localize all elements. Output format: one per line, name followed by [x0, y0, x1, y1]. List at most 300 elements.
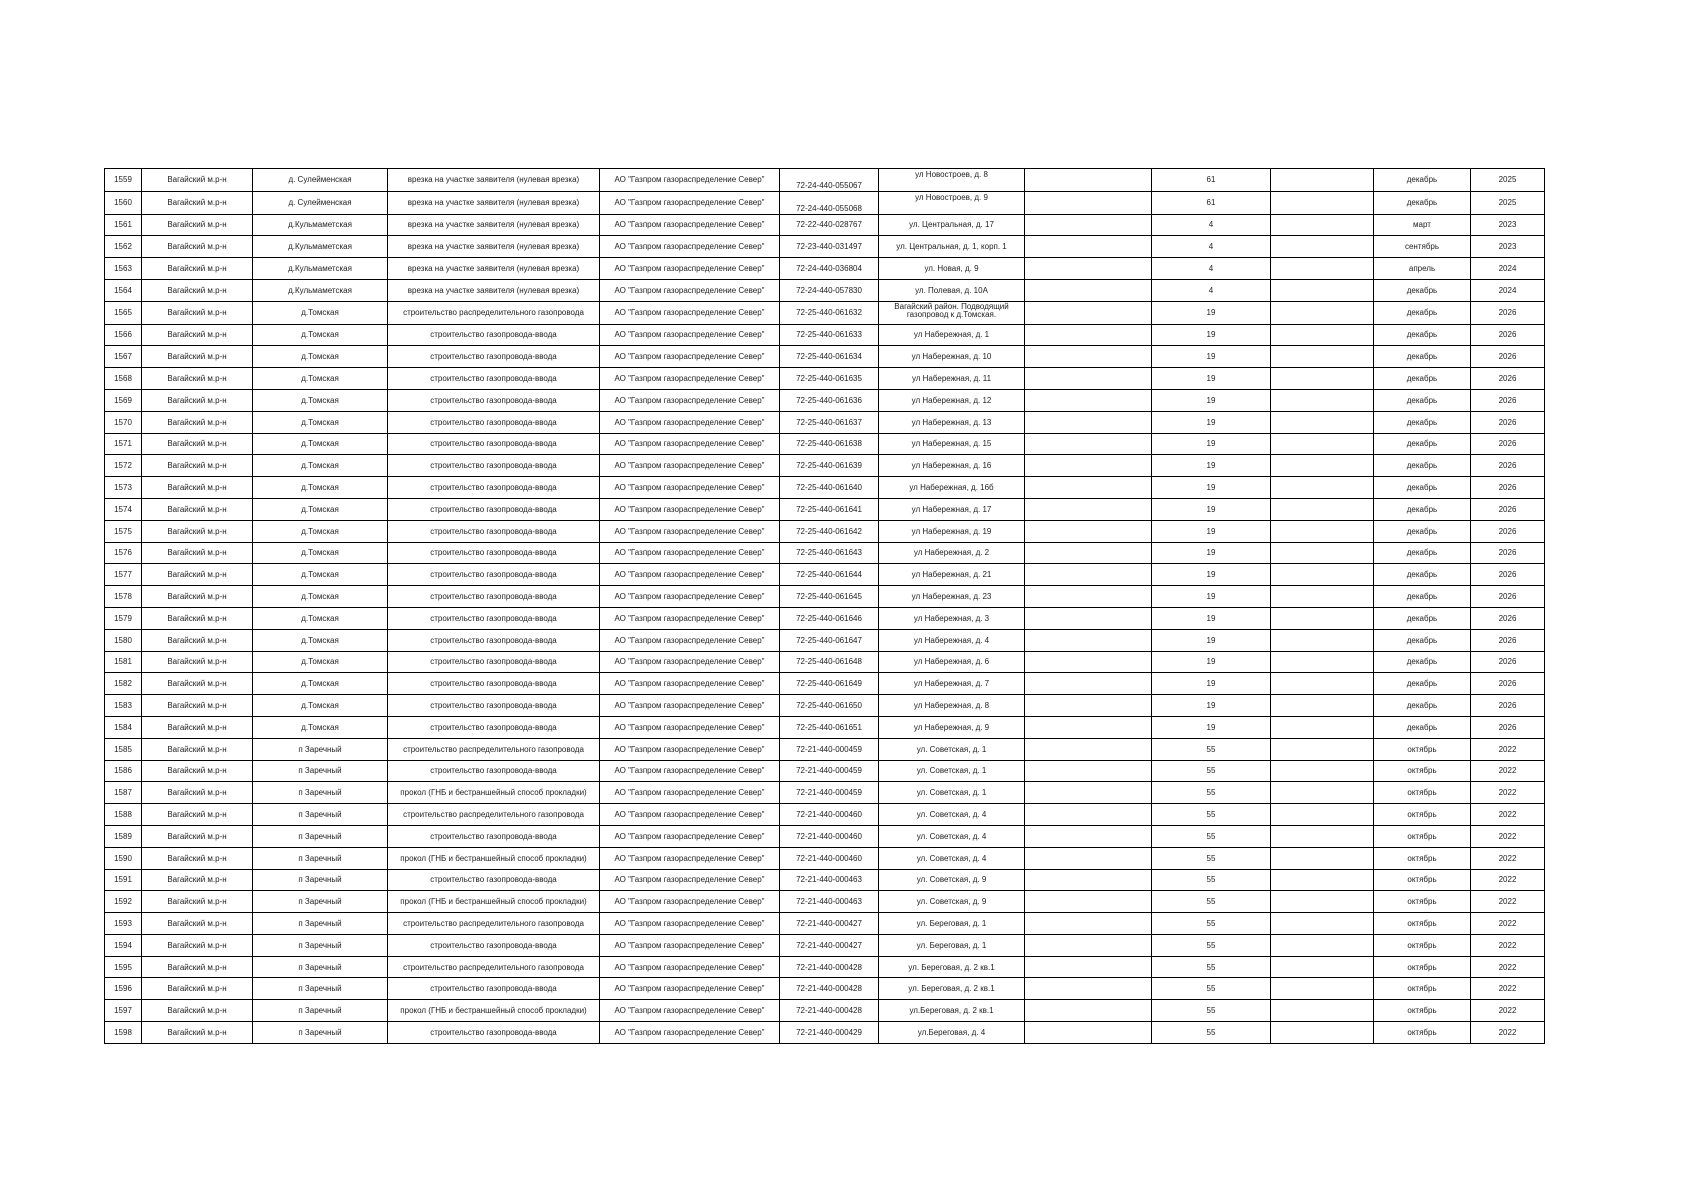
cell-application-number: 72-25-440-061638	[780, 433, 879, 455]
cell-empty-a	[1025, 564, 1152, 586]
cell-address: ул Набережная, д. 8	[879, 695, 1025, 717]
table-row	[105, 411, 1545, 433]
cell-application-number: 72-21-440-000428	[780, 956, 879, 978]
cell-empty-b	[1271, 869, 1374, 891]
cell-district: Вагайский м.р-н	[142, 869, 253, 891]
cell-empty-a	[1025, 236, 1152, 258]
cell-row-number: 1567	[105, 346, 142, 368]
cell-settlement: д.Томская	[253, 651, 388, 673]
cell-quantity: 19	[1152, 324, 1271, 346]
cell-work-type: строительство газопровода-ввода	[388, 368, 600, 390]
cell-address: ул Набережная, д. 16б	[879, 477, 1025, 499]
cell-empty-b	[1271, 934, 1374, 956]
cell-empty-b	[1271, 564, 1374, 586]
table-row	[105, 169, 1545, 192]
cell-address: ул Набережная, д. 9	[879, 716, 1025, 738]
cell-work-type: врезка на участке заявителя (нулевая врезка)	[388, 236, 600, 258]
table-row	[105, 258, 1545, 280]
cell-organization: АО "Газпром газораспределение Север"	[600, 455, 780, 477]
cell-organization: АО "Газпром газораспределение Север"	[600, 324, 780, 346]
cell-organization: АО "Газпром газораспределение Север"	[600, 651, 780, 673]
cell-row-number: 1586	[105, 760, 142, 782]
cell-month: октябрь	[1374, 913, 1471, 935]
cell-address: ул. Береговая, д. 2 кв.1	[879, 956, 1025, 978]
table-row	[105, 673, 1545, 695]
cell-application-number: 72-25-440-061635	[780, 368, 879, 390]
cell-empty-a	[1025, 324, 1152, 346]
cell-application-number: 72-24-440-055067	[780, 169, 879, 192]
cell-empty-b	[1271, 913, 1374, 935]
table-row	[105, 934, 1545, 956]
table-row	[105, 651, 1545, 673]
cell-year: 2026	[1471, 498, 1545, 520]
table-row	[105, 477, 1545, 499]
cell-settlement: п Заречный	[253, 847, 388, 869]
cell-quantity: 19	[1152, 607, 1271, 629]
cell-row-number: 1580	[105, 629, 142, 651]
cell-quantity: 19	[1152, 716, 1271, 738]
cell-month: октябрь	[1374, 847, 1471, 869]
cell-month: декабрь	[1374, 651, 1471, 673]
cell-quantity: 55	[1152, 847, 1271, 869]
cell-empty-a	[1025, 869, 1152, 891]
cell-month: октябрь	[1374, 978, 1471, 1000]
table-row	[105, 804, 1545, 826]
cell-quantity: 19	[1152, 301, 1271, 324]
cell-quantity: 19	[1152, 629, 1271, 651]
cell-application-number: 72-25-440-061645	[780, 586, 879, 608]
cell-organization: АО "Газпром газораспределение Север"	[600, 279, 780, 301]
table-row	[105, 433, 1545, 455]
cell-row-number: 1581	[105, 651, 142, 673]
cell-empty-a	[1025, 804, 1152, 826]
cell-year: 2026	[1471, 368, 1545, 390]
cell-month: декабрь	[1374, 191, 1471, 214]
cell-quantity: 19	[1152, 477, 1271, 499]
cell-settlement: д.Кульмаметская	[253, 214, 388, 236]
cell-district: Вагайский м.р-н	[142, 651, 253, 673]
cell-work-type: врезка на участке заявителя (нулевая врезка)	[388, 279, 600, 301]
cell-year: 2022	[1471, 891, 1545, 913]
cell-quantity: 19	[1152, 389, 1271, 411]
cell-row-number: 1589	[105, 825, 142, 847]
table-row	[105, 389, 1545, 411]
cell-organization: АО "Газпром газораспределение Север"	[600, 1022, 780, 1044]
cell-month: декабрь	[1374, 411, 1471, 433]
cell-year: 2026	[1471, 695, 1545, 717]
cell-row-number: 1571	[105, 433, 142, 455]
cell-address: ул. Новая, д. 9	[879, 258, 1025, 280]
cell-year: 2026	[1471, 542, 1545, 564]
cell-empty-b	[1271, 368, 1374, 390]
cell-year: 2026	[1471, 651, 1545, 673]
cell-application-number: 72-21-440-000459	[780, 738, 879, 760]
cell-empty-b	[1271, 804, 1374, 826]
cell-empty-b	[1271, 520, 1374, 542]
cell-empty-b	[1271, 1000, 1374, 1022]
cell-year: 2024	[1471, 279, 1545, 301]
cell-month: декабрь	[1374, 433, 1471, 455]
cell-row-number: 1562	[105, 236, 142, 258]
cell-settlement: п Заречный	[253, 934, 388, 956]
cell-address: ул. Советская, д. 1	[879, 760, 1025, 782]
cell-district: Вагайский м.р-н	[142, 738, 253, 760]
cell-settlement: п Заречный	[253, 956, 388, 978]
table-row	[105, 191, 1545, 214]
cell-quantity: 19	[1152, 542, 1271, 564]
cell-empty-a	[1025, 455, 1152, 477]
cell-year: 2022	[1471, 869, 1545, 891]
cell-empty-b	[1271, 389, 1374, 411]
cell-application-number: 72-25-440-061640	[780, 477, 879, 499]
cell-empty-b	[1271, 673, 1374, 695]
cell-empty-a	[1025, 279, 1152, 301]
cell-empty-b	[1271, 586, 1374, 608]
cell-application-number: 72-24-440-057830	[780, 279, 879, 301]
cell-district: Вагайский м.р-н	[142, 673, 253, 695]
cell-address: ул Набережная, д. 13	[879, 411, 1025, 433]
cell-empty-b	[1271, 847, 1374, 869]
cell-application-number: 72-25-440-061633	[780, 324, 879, 346]
cell-row-number: 1570	[105, 411, 142, 433]
cell-empty-b	[1271, 279, 1374, 301]
cell-year: 2022	[1471, 913, 1545, 935]
cell-empty-b	[1271, 542, 1374, 564]
cell-district: Вагайский м.р-н	[142, 346, 253, 368]
cell-settlement: п Заречный	[253, 1022, 388, 1044]
cell-district: Вагайский м.р-н	[142, 258, 253, 280]
cell-organization: АО "Газпром газораспределение Север"	[600, 738, 780, 760]
cell-district: Вагайский м.р-н	[142, 236, 253, 258]
table-row	[105, 629, 1545, 651]
cell-address: ул Набережная, д. 10	[879, 346, 1025, 368]
cell-empty-a	[1025, 258, 1152, 280]
cell-row-number: 1594	[105, 934, 142, 956]
cell-settlement: д.Томская	[253, 520, 388, 542]
cell-year: 2022	[1471, 738, 1545, 760]
cell-row-number: 1585	[105, 738, 142, 760]
cell-year: 2026	[1471, 411, 1545, 433]
cell-month: декабрь	[1374, 695, 1471, 717]
cell-district: Вагайский м.р-н	[142, 542, 253, 564]
cell-application-number: 72-21-440-000459	[780, 782, 879, 804]
cell-settlement: п Заречный	[253, 760, 388, 782]
cell-quantity: 19	[1152, 586, 1271, 608]
table-row	[105, 279, 1545, 301]
cell-empty-b	[1271, 169, 1374, 192]
cell-quantity: 55	[1152, 891, 1271, 913]
cell-address: ул Набережная, д. 4	[879, 629, 1025, 651]
cell-settlement: д.Томская	[253, 389, 388, 411]
cell-application-number: 72-21-440-000460	[780, 804, 879, 826]
cell-row-number: 1579	[105, 607, 142, 629]
cell-work-type: строительство газопровода-ввода	[388, 498, 600, 520]
cell-address: ул Набережная, д. 12	[879, 389, 1025, 411]
table-row	[105, 520, 1545, 542]
cell-organization: АО "Газпром газораспределение Север"	[600, 389, 780, 411]
cell-application-number: 72-25-440-061636	[780, 389, 879, 411]
cell-row-number: 1577	[105, 564, 142, 586]
cell-settlement: д.Томская	[253, 498, 388, 520]
cell-quantity: 55	[1152, 956, 1271, 978]
cell-quantity: 55	[1152, 738, 1271, 760]
cell-quantity: 4	[1152, 214, 1271, 236]
cell-settlement: п Заречный	[253, 804, 388, 826]
cell-application-number: 72-25-440-061639	[780, 455, 879, 477]
cell-application-number: 72-25-440-061634	[780, 346, 879, 368]
cell-organization: АО "Газпром газораспределение Север"	[600, 520, 780, 542]
cell-empty-a	[1025, 477, 1152, 499]
table-row	[105, 455, 1545, 477]
cell-empty-a	[1025, 389, 1152, 411]
cell-month: декабрь	[1374, 169, 1471, 192]
cell-organization: АО "Газпром газораспределение Север"	[600, 760, 780, 782]
table-row	[105, 301, 1545, 324]
cell-empty-b	[1271, 629, 1374, 651]
cell-year: 2022	[1471, 825, 1545, 847]
cell-empty-a	[1025, 978, 1152, 1000]
cell-work-type: строительство газопровода-ввода	[388, 433, 600, 455]
cell-month: декабрь	[1374, 324, 1471, 346]
cell-row-number: 1590	[105, 847, 142, 869]
cell-organization: АО "Газпром газораспределение Север"	[600, 169, 780, 192]
cell-district: Вагайский м.р-н	[142, 695, 253, 717]
cell-settlement: д. Сулейменская	[253, 169, 388, 192]
table-row	[105, 607, 1545, 629]
cell-empty-b	[1271, 346, 1374, 368]
cell-empty-a	[1025, 191, 1152, 214]
cell-empty-a	[1025, 542, 1152, 564]
cell-organization: АО "Газпром газораспределение Север"	[600, 346, 780, 368]
cell-application-number: 72-22-440-028767	[780, 214, 879, 236]
table-row	[105, 564, 1545, 586]
cell-month: декабрь	[1374, 279, 1471, 301]
cell-work-type: прокол (ГНБ и бестраншейный способ прокладки)	[388, 847, 600, 869]
cell-empty-a	[1025, 913, 1152, 935]
cell-year: 2024	[1471, 258, 1545, 280]
table-row	[105, 324, 1545, 346]
cell-empty-a	[1025, 411, 1152, 433]
cell-month: декабрь	[1374, 520, 1471, 542]
cell-application-number: 72-21-440-000459	[780, 760, 879, 782]
cell-month: декабрь	[1374, 673, 1471, 695]
cell-address: ул Набережная, д. 16	[879, 455, 1025, 477]
cell-quantity: 55	[1152, 825, 1271, 847]
cell-address: Вагайский район. Подводящий газопровод к д.Томская.	[879, 301, 1025, 324]
cell-empty-a	[1025, 586, 1152, 608]
cell-settlement: д.Томская	[253, 586, 388, 608]
cell-organization: АО "Газпром газораспределение Север"	[600, 716, 780, 738]
cell-empty-a	[1025, 673, 1152, 695]
table-row	[105, 760, 1545, 782]
cell-work-type: врезка на участке заявителя (нулевая врезка)	[388, 258, 600, 280]
cell-month: декабрь	[1374, 389, 1471, 411]
cell-year: 2026	[1471, 673, 1545, 695]
cell-organization: АО "Газпром газораспределение Север"	[600, 368, 780, 390]
cell-application-number: 72-21-440-000427	[780, 934, 879, 956]
cell-row-number: 1588	[105, 804, 142, 826]
table-row	[105, 869, 1545, 891]
cell-organization: АО "Газпром газораспределение Север"	[600, 869, 780, 891]
cell-district: Вагайский м.р-н	[142, 825, 253, 847]
cell-address: ул. Советская, д. 4	[879, 847, 1025, 869]
cell-month: декабрь	[1374, 607, 1471, 629]
cell-district: Вагайский м.р-н	[142, 214, 253, 236]
cell-address: ул. Советская, д. 9	[879, 869, 1025, 891]
cell-district: Вагайский м.р-н	[142, 169, 253, 192]
cell-month: декабрь	[1374, 629, 1471, 651]
cell-address: ул. Береговая, д. 1	[879, 913, 1025, 935]
cell-row-number: 1575	[105, 520, 142, 542]
cell-month: декабрь	[1374, 498, 1471, 520]
cell-work-type: строительство газопровода-ввода	[388, 716, 600, 738]
cell-organization: АО "Газпром газораспределение Север"	[600, 236, 780, 258]
cell-settlement: д.Томская	[253, 542, 388, 564]
cell-empty-b	[1271, 236, 1374, 258]
cell-quantity: 19	[1152, 368, 1271, 390]
cell-work-type: строительство распределительного газопровода	[388, 301, 600, 324]
cell-district: Вагайский м.р-н	[142, 607, 253, 629]
cell-quantity: 4	[1152, 258, 1271, 280]
cell-organization: АО "Газпром газораспределение Север"	[600, 411, 780, 433]
cell-empty-b	[1271, 695, 1374, 717]
cell-settlement: п Заречный	[253, 738, 388, 760]
cell-address: ул.Береговая, д. 2 кв.1	[879, 1000, 1025, 1022]
cell-empty-b	[1271, 214, 1374, 236]
cell-empty-b	[1271, 1022, 1374, 1044]
cell-application-number: 72-21-440-000463	[780, 891, 879, 913]
cell-month: декабрь	[1374, 716, 1471, 738]
cell-year: 2022	[1471, 934, 1545, 956]
cell-month: декабрь	[1374, 455, 1471, 477]
gasification-schedule-table	[104, 168, 1545, 1044]
cell-year: 2022	[1471, 1000, 1545, 1022]
cell-application-number: 72-24-440-036804	[780, 258, 879, 280]
cell-settlement: д.Томская	[253, 324, 388, 346]
cell-empty-b	[1271, 607, 1374, 629]
cell-row-number: 1593	[105, 913, 142, 935]
cell-organization: АО "Газпром газораспределение Север"	[600, 847, 780, 869]
cell-quantity: 55	[1152, 782, 1271, 804]
cell-organization: АО "Газпром газораспределение Север"	[600, 258, 780, 280]
cell-application-number: 72-25-440-061637	[780, 411, 879, 433]
cell-empty-a	[1025, 760, 1152, 782]
cell-application-number: 72-21-440-000460	[780, 847, 879, 869]
cell-organization: АО "Газпром газораспределение Север"	[600, 301, 780, 324]
cell-application-number: 72-25-440-061642	[780, 520, 879, 542]
cell-work-type: строительство газопровода-ввода	[388, 629, 600, 651]
cell-year: 2026	[1471, 520, 1545, 542]
cell-year: 2026	[1471, 564, 1545, 586]
cell-empty-a	[1025, 956, 1152, 978]
cell-month: октябрь	[1374, 782, 1471, 804]
cell-month: октябрь	[1374, 956, 1471, 978]
cell-district: Вагайский м.р-н	[142, 324, 253, 346]
cell-settlement: д.Томская	[253, 564, 388, 586]
cell-year: 2022	[1471, 1022, 1545, 1044]
cell-empty-b	[1271, 301, 1374, 324]
cell-quantity: 19	[1152, 498, 1271, 520]
cell-month: октябрь	[1374, 804, 1471, 826]
table-row	[105, 978, 1545, 1000]
cell-row-number: 1559	[105, 169, 142, 192]
cell-district: Вагайский м.р-н	[142, 411, 253, 433]
cell-organization: АО "Газпром газораспределение Север"	[600, 629, 780, 651]
cell-empty-b	[1271, 477, 1374, 499]
cell-work-type: врезка на участке заявителя (нулевая врезка)	[388, 191, 600, 214]
cell-row-number: 1560	[105, 191, 142, 214]
cell-year: 2026	[1471, 324, 1545, 346]
cell-district: Вагайский м.р-н	[142, 978, 253, 1000]
cell-row-number: 1566	[105, 324, 142, 346]
cell-organization: АО "Газпром газораспределение Север"	[600, 695, 780, 717]
cell-row-number: 1569	[105, 389, 142, 411]
cell-month: декабрь	[1374, 564, 1471, 586]
cell-year: 2025	[1471, 191, 1545, 214]
cell-year: 2022	[1471, 760, 1545, 782]
cell-address: ул. Советская, д. 4	[879, 825, 1025, 847]
cell-organization: АО "Газпром газораспределение Север"	[600, 978, 780, 1000]
cell-work-type: строительство газопровода-ввода	[388, 825, 600, 847]
cell-address: ул. Центральная, д. 1, корп. 1	[879, 236, 1025, 258]
cell-empty-a	[1025, 1000, 1152, 1022]
cell-district: Вагайский м.р-н	[142, 1000, 253, 1022]
cell-empty-b	[1271, 258, 1374, 280]
cell-address: ул Набережная, д. 19	[879, 520, 1025, 542]
cell-address: ул Набережная, д. 17	[879, 498, 1025, 520]
cell-application-number: 72-21-440-000463	[780, 869, 879, 891]
cell-settlement: п Заречный	[253, 913, 388, 935]
cell-settlement: п Заречный	[253, 978, 388, 1000]
cell-work-type: строительство распределительного газопровода	[388, 913, 600, 935]
cell-quantity: 19	[1152, 651, 1271, 673]
cell-settlement: д.Томская	[253, 346, 388, 368]
cell-row-number: 1565	[105, 301, 142, 324]
cell-district: Вагайский м.р-н	[142, 191, 253, 214]
table-row	[105, 236, 1545, 258]
cell-work-type: врезка на участке заявителя (нулевая врезка)	[388, 214, 600, 236]
cell-settlement: д.Томская	[253, 629, 388, 651]
cell-quantity: 61	[1152, 169, 1271, 192]
cell-organization: АО "Газпром газораспределение Север"	[600, 586, 780, 608]
cell-quantity: 19	[1152, 520, 1271, 542]
cell-address: ул Набережная, д. 11	[879, 368, 1025, 390]
cell-month: октябрь	[1374, 1022, 1471, 1044]
cell-empty-b	[1271, 455, 1374, 477]
cell-application-number: 72-25-440-061644	[780, 564, 879, 586]
cell-empty-a	[1025, 214, 1152, 236]
cell-quantity: 19	[1152, 346, 1271, 368]
cell-empty-a	[1025, 1022, 1152, 1044]
cell-work-type: строительство газопровода-ввода	[388, 455, 600, 477]
cell-row-number: 1563	[105, 258, 142, 280]
cell-quantity: 19	[1152, 564, 1271, 586]
cell-empty-a	[1025, 169, 1152, 192]
cell-empty-b	[1271, 324, 1374, 346]
cell-application-number: 72-25-440-061632	[780, 301, 879, 324]
cell-year: 2022	[1471, 804, 1545, 826]
table-body	[105, 169, 1545, 1044]
cell-empty-b	[1271, 891, 1374, 913]
cell-empty-b	[1271, 191, 1374, 214]
cell-empty-b	[1271, 411, 1374, 433]
cell-address: ул. Советская, д. 1	[879, 782, 1025, 804]
cell-district: Вагайский м.р-н	[142, 629, 253, 651]
cell-quantity: 19	[1152, 695, 1271, 717]
cell-row-number: 1584	[105, 716, 142, 738]
cell-district: Вагайский м.р-н	[142, 455, 253, 477]
cell-district: Вагайский м.р-н	[142, 368, 253, 390]
